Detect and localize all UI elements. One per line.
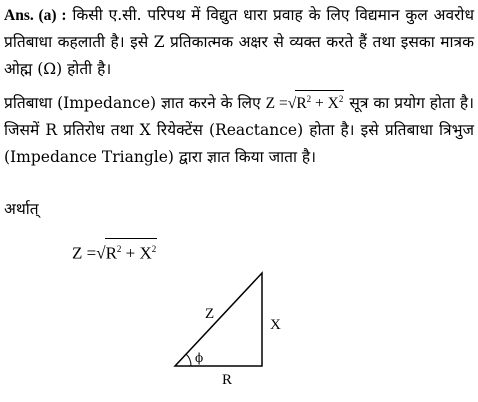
sqrt-symbol: √: [287, 95, 297, 113]
formula-plus: +: [311, 95, 328, 113]
angle-arc: [186, 354, 191, 366]
formula-lhs: Z =: [265, 95, 288, 113]
formula-intro-text: प्रतिबाधा (Impedance) ज्ञात करने के लिए: [4, 94, 261, 113]
display-formula-lhs: Z =: [72, 243, 97, 263]
display-sqrt-symbol: √: [96, 243, 106, 263]
angle-label: ϕ: [195, 351, 204, 365]
base-label: R: [222, 372, 233, 388]
display-formula-x-exponent: 2: [151, 244, 157, 254]
formula-x-exponent: 2: [338, 94, 344, 104]
formula-r: R: [296, 95, 307, 113]
definition-text: किसी ए.सी. परिपथ में विद्युत धारा प्रवाह के लिए विद्यमान कुल अवरोध प्रतिबाधा कहलाती है। इसे Z प्रतिकात्मक अक्षर से व्यक्त करते हैं तथा इसका मात्रक ओह्म (Ω) होती है।: [4, 6, 474, 78]
display-formula-r: R: [105, 243, 117, 263]
vertical-side-label: X: [270, 317, 281, 333]
formula-r-exponent: 2: [306, 94, 312, 104]
answer-label: Ans. (a) :: [4, 7, 67, 24]
formula-explanation-text: सूत्र का प्रयोग होता है। जिसमें R प्रतिरोध तथा X रियेक्टेंस (Reactance) होता है। इसे प्रतिबाधा त्रिभुज (Impedance Triangle) द्वारा ज्ञात किया जाता है।: [4, 94, 474, 167]
display-formula-plus: +: [121, 243, 140, 263]
display-formula-r-exponent: 2: [116, 244, 122, 254]
triangle-shape: [175, 273, 262, 366]
formula-x: X: [327, 95, 339, 113]
hypotenuse-label: Z: [205, 306, 215, 322]
arthat-label: अर्थात्: [4, 200, 39, 218]
display-formula-x: X: [139, 243, 152, 263]
